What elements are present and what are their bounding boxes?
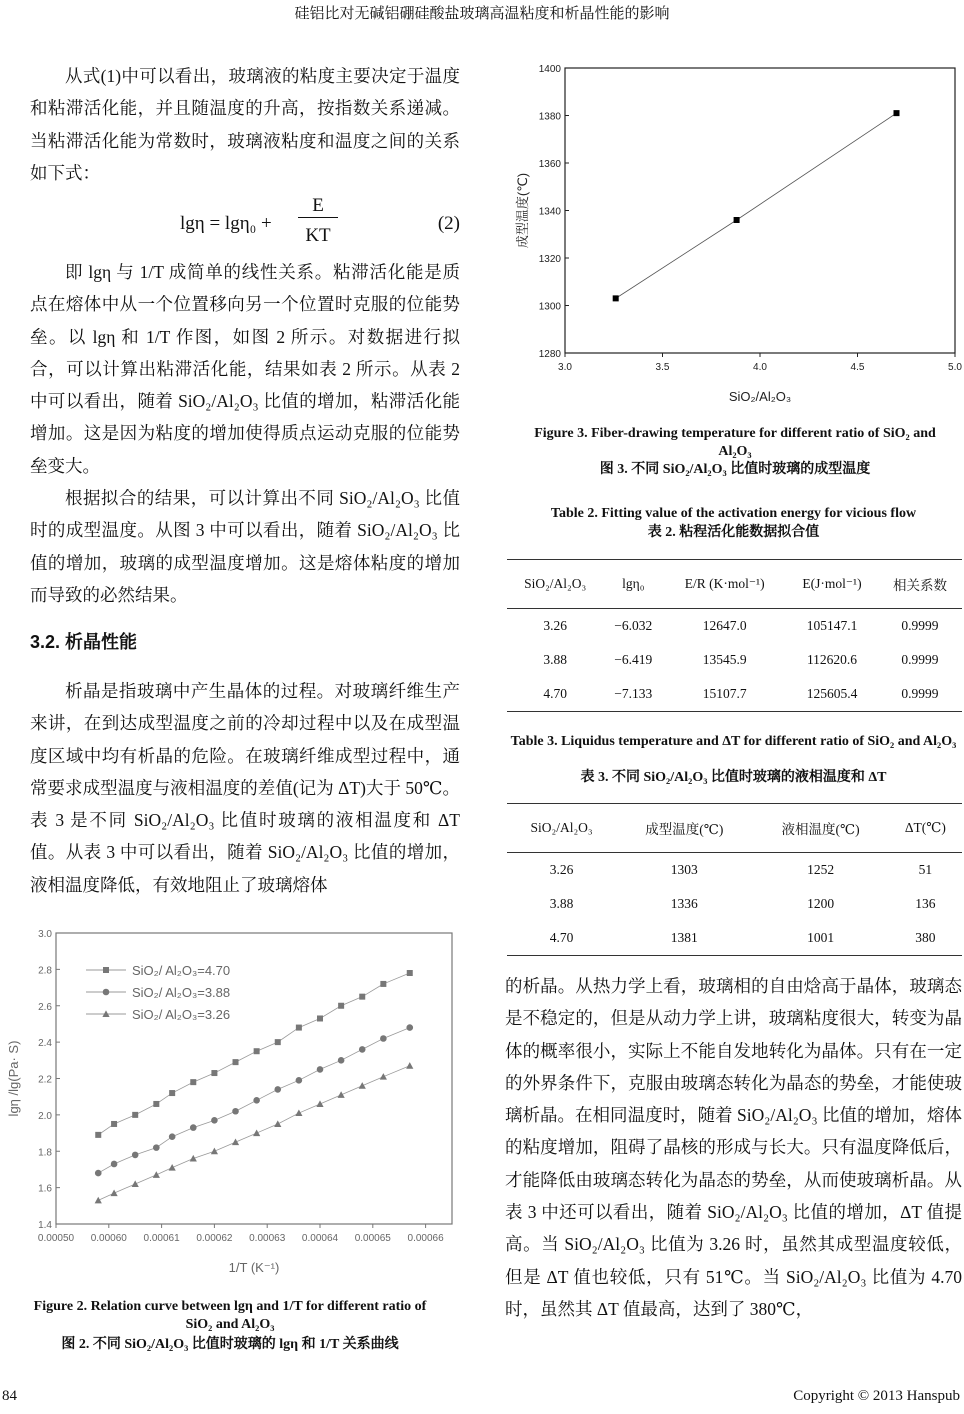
paragraph-2: 即 lgη 与 1/T 成简单的线性关系。粘滞活化能是质点在熔体中从一个位置移向另一个位置时克服的位能势垒。以 lgη 和 1/T 作图，如图 2 所示。对数据进行拟合，可以计算出粘滞活化能，结果如表 2 所示。从表 2 中可以看出，随着 SiO₂/Al₂O₃ 比值的增加，粘滞活化能增加。这是因为粘度的增加使得质点运动克服的位能势垒变大。 [30,262,460,476]
data-point-square [153,1101,159,1107]
y-axis-label: 成型温度(℃) [515,172,530,249]
page-number: 84 [2,1388,17,1404]
table-cell: 15107.7 [663,677,786,712]
column-header: 相关系数 [878,560,962,609]
paragraph-4: 析晶是指玻璃中产生晶体的过程。对玻璃纤维生产来讲，在到达成型温度之前的冷却过程中以及在成型温度区域中均有析晶的危险。在玻璃纤维成型过程中，通常要求成型温度与液相温度的差值(记为 ΔT)大于 50℃。表 3 是不同 SiO₂/Al₂O₃ 比值时玻璃的液相温度和 ΔT 值。从表 3 中可以看出，随着 SiO₂/Al₂O₃ 比值的增加，液相温度降低，有效地阻止了玻璃熔体 [30,681,460,895]
table-cell: 380 [889,921,962,956]
data-point-circle [296,1077,303,1084]
x-tick-label: 5.0 [948,362,962,373]
equation-lhs: lgη = lgη₀ + [180,213,272,234]
data-point-circle [317,1066,324,1073]
x-tick-label: 0.00064 [301,1233,339,1244]
table-2-caption-en: Table 2. Fitting value of the activation energy for vicious flow [550,506,917,521]
data-point-triangle [153,1171,160,1178]
table-cell: 1381 [616,921,752,956]
table-cell: 4.70 [507,677,603,712]
table-header-row [507,560,962,609]
data-point-circle [359,1046,366,1053]
y-tick-label: 2.0 [38,1110,52,1122]
figure-3-chart [500,55,964,415]
x-tick-label: 4.5 [850,362,865,373]
table-cell: 1252 [807,862,835,877]
legend-label: SiO₂/ Al₂O₃=3.26 [132,1007,231,1022]
data-point-circle [338,1057,345,1064]
y-tick-label: 1.4 [38,1220,52,1231]
data-point-triangle [211,1148,218,1155]
data-point-circle [253,1097,260,1104]
table-cell: 0.9999 [901,618,939,633]
column-header: ΔT(℃) [889,804,962,853]
table-cell: −6.032 [614,618,653,633]
equation-denominator: KT [305,225,331,246]
table-row [507,643,962,677]
table-3 [507,803,962,956]
data-point-circle [111,1161,118,1168]
plot-frame [56,933,452,1224]
data-point-square [338,1003,344,1009]
equation-numerator: E [298,195,338,218]
data-point-square [613,295,619,301]
running-header: 硅铝比对无碱铝硼硅酸盐玻璃高温粘度和析晶性能的影响 [294,6,670,22]
data-point-circle [380,1035,387,1042]
data-point-triangle [338,1091,345,1098]
data-point-triangle [380,1073,387,1080]
data-point-square [359,994,365,1000]
x-tick-label: 0.00063 [249,1233,286,1244]
table-3-caption-zh: 表 3. 不同 SiO₂/Al₂O₃ 比值时玻璃的液相温度和 ΔT [580,770,887,785]
data-point-circle [232,1108,239,1115]
table-header-row [507,804,962,853]
column-header: SiO₂/Al₂O₃ [507,560,603,609]
table-cell: 1200 [807,896,835,911]
data-point-circle [406,1024,413,1031]
y-tick-label: 1320 [538,254,561,265]
table-cell: 1001 [752,921,888,956]
data-point-circle [169,1133,176,1140]
data-point-square [95,1132,101,1138]
section-heading: 3.2. 析晶性能 [30,632,138,652]
data-point-circle [103,989,110,996]
data-point-triangle [359,1082,366,1089]
x-tick-label: 0.00066 [407,1233,444,1244]
table-cell: −6.419 [614,652,653,667]
data-point-circle [211,1117,218,1124]
legend-label: SiO₂/ Al₂O₃=3.88 [132,985,231,1000]
data-point-square [233,1059,239,1065]
y-tick-label: 3.0 [38,929,52,940]
table-3-caption-en: Table 3. Liquidus temperature and ΔT for different ratio of SiO₂ and Al₂O₃ [510,734,957,749]
data-point-square [296,1025,302,1031]
table-cell: 1303 [670,862,698,877]
data-point-square [734,217,740,223]
equation-number: (2) [437,213,460,234]
data-point-circle [95,1170,102,1177]
figure-2-caption-zh: 图 2. 不同 SiO₂/Al₂O₃ 比值时玻璃的 lgη 和 1/T 关系曲线 [61,1337,399,1352]
data-point-square [190,1079,196,1085]
paragraph-3: 根据拟合的结果，可以计算出不同 SiO₂/Al₂O₃ 比值时的成型温度。从图 3 中可以看出，随着 SiO₂/Al₂O₃ 比值的增加，玻璃的成型温度增加。这是熔体粘度的增加而导致的必然结果。 [30,488,460,605]
table-cell: 3.88 [543,652,567,667]
data-point-triangle [110,1189,117,1196]
column-header: E/R (K·mol⁻¹) [663,560,786,609]
data-point-triangle [253,1129,260,1136]
x-tick-label: 3.5 [655,362,670,373]
y-axis-label: lgη /lg(Pa· S) [6,1040,21,1117]
table-row [507,609,962,644]
table-cell: 3.26 [549,862,574,877]
data-point-circle [132,1152,139,1159]
data-point-triangle [274,1120,281,1127]
y-tick-label: 2.4 [38,1038,52,1050]
x-tick-label: 0.00065 [354,1233,391,1244]
data-point-triangle [316,1100,323,1107]
table-cell: 0.9999 [878,677,962,712]
figure-3-caption-zh: 图 3. 不同 SiO₂/Al₂O₃ 比值时玻璃的成型温度 [599,462,871,477]
table-cell: 112620.6 [806,652,858,667]
table-cell: 12647.0 [702,618,747,633]
x-tick-label: 0.00050 [37,1233,75,1244]
column-header: E(J·mol⁻¹) [786,560,878,609]
paragraph-1: 从式(1)中可以看出，玻璃液的粘度主要决定于温度和粘滞活化能，并且随温度的升高，按指数关系递减。当粘滞活化能为常数时，玻璃液粘度和温度之间的关系如下式： [30,66,460,183]
table-row [507,677,962,712]
data-point-circle [190,1124,197,1131]
y-tick-label: 1.6 [38,1183,52,1195]
table-cell: −7.133 [603,677,663,712]
equation-2 [180,195,460,255]
column-header: 成型温度(℃) [616,804,752,853]
x-tick-label: 3.0 [558,362,572,373]
copyright: Copyright © 2013 Hanspub [793,1388,960,1404]
data-point-square [211,1070,217,1076]
data-point-square [317,1015,323,1021]
data-point-square [275,1039,281,1045]
table-2 [507,559,962,712]
x-axis-label: SiO₂/Al₂O₃ [728,389,792,404]
data-point-square [103,967,109,973]
table-cell: 136 [915,896,936,911]
table-cell: 13545.9 [702,652,747,667]
y-tick-label: 1280 [538,349,561,360]
data-point-circle [274,1086,281,1093]
x-tick-label: 0.00061 [143,1233,180,1244]
x-tick-label: 4.0 [753,362,767,373]
data-point-triangle [169,1164,176,1171]
data-point-square [254,1048,260,1054]
data-point-square [111,1121,117,1127]
table-cell: 1336 [670,896,698,911]
y-tick-label: 1.8 [38,1147,52,1159]
y-tick-label: 2.8 [38,965,52,977]
table-row [507,887,962,921]
table-cell: 51 [918,862,933,877]
table-cell: 105147.1 [806,618,858,633]
data-point-triangle [132,1180,139,1187]
x-axis-label: 1/T (K⁻¹) [228,1260,280,1275]
table-cell: 125605.4 [786,677,878,712]
data-point-triangle [95,1197,102,1204]
data-point-triangle [295,1109,302,1116]
data-point-triangle [190,1155,197,1162]
column-header: 液相温度(℃) [752,804,888,853]
figure-3-caption-en: Figure 3. Fiber-drawing temperature for different ratio of SiO₂ and Al₂O₃ [534,426,936,459]
table-row [507,921,962,956]
data-point-triangle [406,1062,413,1069]
y-tick-label: 1380 [538,111,561,123]
y-tick-label: 1360 [538,159,561,170]
paragraph-5: 的析晶。从热力学上看，玻璃相的自由焓高于晶体，玻璃态是不稳定的，但是从动力学上讲，玻璃粘度很大，转变为晶体的概率很小，实际上不能自发地转化为晶体。只有在一定的外界条件下，克服由玻璃态转化为晶态的势垒，才能使玻璃析晶。在相同温度时，随着 SiO₂/Al₂O₃ 比值的增加，熔体的粘度增加，阻碍了晶核的形成与长大。只有温度降低后，才能降低由玻璃态转化为晶态的势垒，从而使玻璃析晶。从表 3 中还可以看出，随着 SiO₂/Al₂O₃ 比值的增加，ΔT 值提高。当 SiO₂/Al₂O₃ 比值为 3.26 时，虽然其成型温度较低，但是 ΔT 值也较低，只有 51℃。当 SiO₂/Al₂O₃ 比值为 4.70 时，虽然其 ΔT 值最高，达到了 380℃， [505,976,962,1319]
column-header: lgη₀ [603,560,663,609]
data-point-circle [153,1144,160,1151]
table-cell: 3.26 [543,618,567,633]
y-tick-label: 1400 [538,64,561,75]
y-tick-label: 2.2 [38,1074,52,1086]
x-tick-label: 0.00062 [196,1233,233,1244]
table-cell: 0.9999 [901,652,939,667]
y-tick-label: 1300 [538,301,561,313]
data-point-square [894,110,900,116]
table-row [507,853,962,888]
series-line [616,113,897,298]
y-tick-label: 2.6 [38,1001,52,1013]
legend-label: SiO₂/ Al₂O₃=4.70 [132,963,231,978]
data-point-square [407,970,413,976]
data-point-square [380,981,386,987]
data-point-square [169,1090,175,1096]
data-point-triangle [232,1139,239,1146]
data-point-square [132,1112,138,1118]
table-cell: 4.70 [507,921,616,956]
figure-2-caption-en: Figure 2. Relation curve between lgη and 1/T for different ratio of SiO₂ and Al₂O₃ [33,1299,427,1332]
y-tick-label: 1340 [538,206,561,218]
table-cell: 3.88 [549,896,574,911]
figure-2-chart [0,920,470,1280]
x-tick-label: 0.00060 [90,1233,127,1244]
table-2-caption-zh: 表 2. 粘程活化能数据拟合值 [647,525,820,540]
column-header: SiO₂/Al₂O₃ [507,804,616,853]
